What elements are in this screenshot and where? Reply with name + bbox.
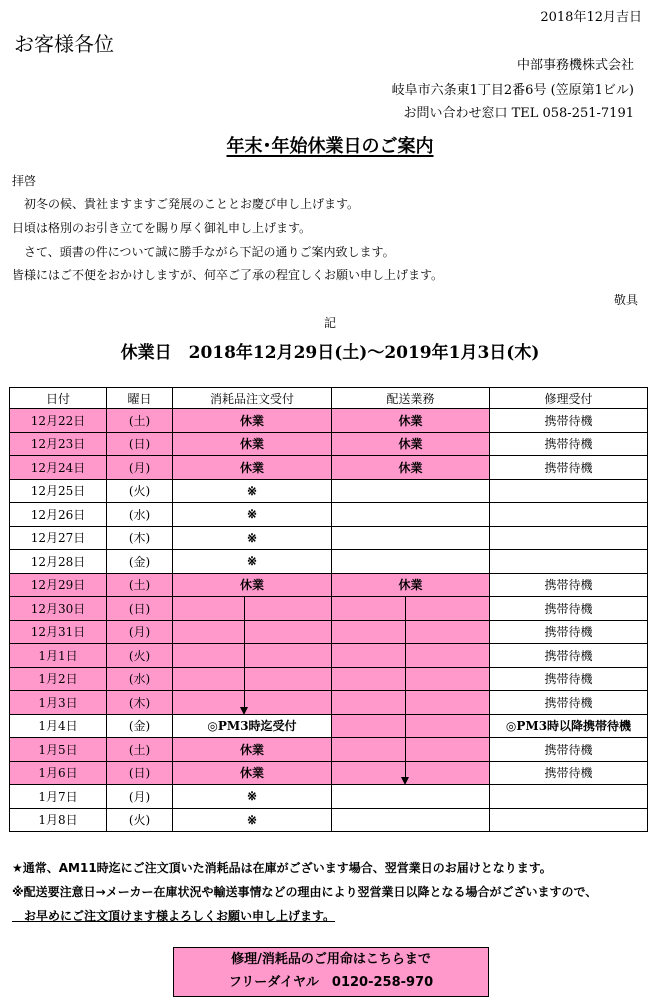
cell-delivery: 休業 xyxy=(332,409,490,433)
cell-weekday: (木) xyxy=(107,526,173,550)
note-order-cutoff: ★通常、AM11時迄にご注文頂いた消耗品は在庫がございます場合、翌営業日のお届けとなります。 xyxy=(12,861,552,875)
contact-box xyxy=(173,947,489,997)
cell-weekday: (土) xyxy=(107,409,173,433)
table-row xyxy=(10,691,648,715)
cell-supplies: 休業 xyxy=(173,409,332,433)
cell-date: 1月2日 xyxy=(10,667,107,691)
cell-repair: 携帯待機 xyxy=(490,761,648,785)
cell-repair: 携帯待機 xyxy=(490,597,648,621)
cell-supplies: ※ xyxy=(173,526,332,550)
table-row xyxy=(10,550,648,574)
cell-repair xyxy=(490,550,648,574)
cell-date: 12月23日 xyxy=(10,432,107,456)
table-header-row xyxy=(10,388,648,409)
table-row xyxy=(10,479,648,503)
cell-supplies: 休業 xyxy=(173,738,332,762)
cell-supplies: ※ xyxy=(173,785,332,809)
cell-delivery xyxy=(332,620,490,644)
cell-date: 12月31日 xyxy=(10,620,107,644)
cell-weekday: (日) xyxy=(107,761,173,785)
cell-delivery xyxy=(332,691,490,715)
greeting: 拝啓 xyxy=(12,174,37,188)
cell-supplies: ※ xyxy=(173,808,332,832)
letter-line-4: 皆様にはご不便をおかけしますが、何卒ご了承の程宜しくお願い申し上げます。 xyxy=(12,268,444,282)
cell-weekday: (水) xyxy=(107,667,173,691)
table-row xyxy=(10,456,648,480)
cell-weekday: (日) xyxy=(107,432,173,456)
cell-weekday: (火) xyxy=(107,808,173,832)
customer-salutation: お客様各位 xyxy=(14,32,114,56)
note-order-early: お早めにご注文頂けます様よろしくお願い申し上げます。 xyxy=(12,909,336,923)
cell-weekday: (木) xyxy=(107,691,173,715)
table-row xyxy=(10,738,648,762)
table-row xyxy=(10,409,648,433)
cell-supplies: 休業 xyxy=(173,761,332,785)
table-row xyxy=(10,785,648,809)
cell-delivery xyxy=(332,761,490,785)
cell-delivery: 休業 xyxy=(332,432,490,456)
cell-date: 12月25日 xyxy=(10,479,107,503)
table-row xyxy=(10,573,648,597)
cell-weekday: (月) xyxy=(107,620,173,644)
header-date: 日付 xyxy=(10,388,107,409)
cell-delivery xyxy=(332,479,490,503)
cell-date: 12月30日 xyxy=(10,597,107,621)
header-delivery: 配送業務 xyxy=(332,388,490,409)
document-title-text: 年末･年始休業日のご案内 xyxy=(226,136,434,157)
cell-delivery xyxy=(332,667,490,691)
letter-line-3: さて、頭書の件について誠に勝手ながら下記の通りご案内致します。 xyxy=(12,245,395,259)
cell-repair xyxy=(490,479,648,503)
cell-date: 12月24日 xyxy=(10,456,107,480)
cell-date: 12月22日 xyxy=(10,409,107,433)
cell-date: 1月5日 xyxy=(10,738,107,762)
cell-weekday: (火) xyxy=(107,479,173,503)
cell-date: 12月29日 xyxy=(10,573,107,597)
table-row xyxy=(10,714,648,738)
letter-line-1: 初冬の候、貴社ますますご発展のこととお慶び申し上げます。 xyxy=(12,197,360,211)
letter-line-2: 日頃は格別のお引き立てを賜り厚く御礼申し上げます。 xyxy=(12,221,312,235)
header-weekday: 曜日 xyxy=(107,388,173,409)
table-row xyxy=(10,667,648,691)
cell-date: 1月7日 xyxy=(10,785,107,809)
cell-supplies xyxy=(173,620,332,644)
header-supplies: 消耗品注文受付 xyxy=(173,388,332,409)
cell-repair: 携帯待機 xyxy=(490,432,648,456)
cell-repair: 携帯待機 xyxy=(490,691,648,715)
cell-delivery xyxy=(332,503,490,527)
cell-weekday: (日) xyxy=(107,597,173,621)
contact-phone: お問い合わせ窓口 TEL 058-251-7191 xyxy=(403,106,634,121)
cell-delivery: 休業 xyxy=(332,456,490,480)
supplies-closed-arrow xyxy=(244,597,245,707)
cell-date: 12月28日 xyxy=(10,550,107,574)
table-row xyxy=(10,644,648,668)
cell-date: 1月3日 xyxy=(10,691,107,715)
table-row xyxy=(10,526,648,550)
cell-weekday: (金) xyxy=(107,550,173,574)
cell-weekday: (金) xyxy=(107,714,173,738)
cell-supplies: 休業 xyxy=(173,432,332,456)
cell-delivery xyxy=(332,597,490,621)
issue-date: 2018年12月吉日 xyxy=(540,10,642,25)
header-repair: 修理受付 xyxy=(490,388,648,409)
cell-delivery xyxy=(332,550,490,574)
cell-date: 1月8日 xyxy=(10,808,107,832)
cell-repair: 携帯待機 xyxy=(490,738,648,762)
table-row xyxy=(10,808,648,832)
freedial-number: フリーダイヤル 0120-258-970 xyxy=(228,975,434,990)
cell-supplies: ※ xyxy=(173,550,332,574)
cell-supplies: 休業 xyxy=(173,456,332,480)
cell-date: 1月1日 xyxy=(10,644,107,668)
note-delivery-caution: ※配送要注意日→メーカー在庫状況や輸送事情などの理由により翌営業日以降となる場合がございますので、 xyxy=(12,885,598,899)
cell-weekday: (土) xyxy=(107,738,173,762)
closing-keigu: 敬具 xyxy=(613,293,638,307)
holiday-period: 休業日 2018年12月29日(土)～2019年1月3日(木) xyxy=(120,343,540,363)
cell-delivery: 休業 xyxy=(332,573,490,597)
cell-delivery xyxy=(332,738,490,762)
cell-supplies: ※ xyxy=(173,479,332,503)
table-row xyxy=(10,597,648,621)
cell-repair xyxy=(490,526,648,550)
cell-repair: 携帯待機 xyxy=(490,667,648,691)
cell-delivery xyxy=(332,808,490,832)
cell-weekday: (火) xyxy=(107,644,173,668)
cell-repair: ◎PM3時以降携帯待機 xyxy=(490,714,648,738)
cell-repair xyxy=(490,785,648,809)
cell-weekday: (土) xyxy=(107,573,173,597)
cell-supplies xyxy=(173,691,332,715)
cell-date: 1月4日 xyxy=(10,714,107,738)
cell-repair: 携帯待機 xyxy=(490,620,648,644)
cell-date: 12月26日 xyxy=(10,503,107,527)
cell-repair xyxy=(490,808,648,832)
table-row xyxy=(10,503,648,527)
cell-date: 1月6日 xyxy=(10,761,107,785)
cell-supplies xyxy=(173,597,332,621)
ki-mark: 記 xyxy=(323,316,336,330)
cell-delivery xyxy=(332,644,490,668)
table-row xyxy=(10,620,648,644)
cell-repair: 携帯待機 xyxy=(490,573,648,597)
delivery-closed-arrow xyxy=(405,597,406,777)
cell-supplies: ◎PM3時迄受付 xyxy=(173,714,332,738)
holiday-schedule-table xyxy=(9,387,648,832)
document-title xyxy=(0,132,660,158)
cell-delivery xyxy=(332,526,490,550)
contact-box-heading: 修理/消耗品のご用命はこちらまで xyxy=(231,952,431,967)
cell-weekday: (月) xyxy=(107,456,173,480)
cell-supplies: 休業 xyxy=(173,573,332,597)
cell-supplies: ※ xyxy=(173,503,332,527)
company-name: 中部事務機株式会社 xyxy=(516,58,634,73)
cell-repair: 携帯待機 xyxy=(490,644,648,668)
cell-weekday: (水) xyxy=(107,503,173,527)
table-row xyxy=(10,432,648,456)
table-row xyxy=(10,761,648,785)
cell-delivery xyxy=(332,714,490,738)
cell-repair: 携帯待機 xyxy=(490,409,648,433)
cell-supplies xyxy=(173,667,332,691)
cell-delivery xyxy=(332,785,490,809)
cell-repair xyxy=(490,503,648,527)
cell-date: 12月27日 xyxy=(10,526,107,550)
cell-supplies xyxy=(173,644,332,668)
company-address: 岐阜市六条東1丁目2番6号 (笠原第1ビル) xyxy=(391,83,634,98)
cell-weekday: (月) xyxy=(107,785,173,809)
cell-repair: 携帯待機 xyxy=(490,456,648,480)
